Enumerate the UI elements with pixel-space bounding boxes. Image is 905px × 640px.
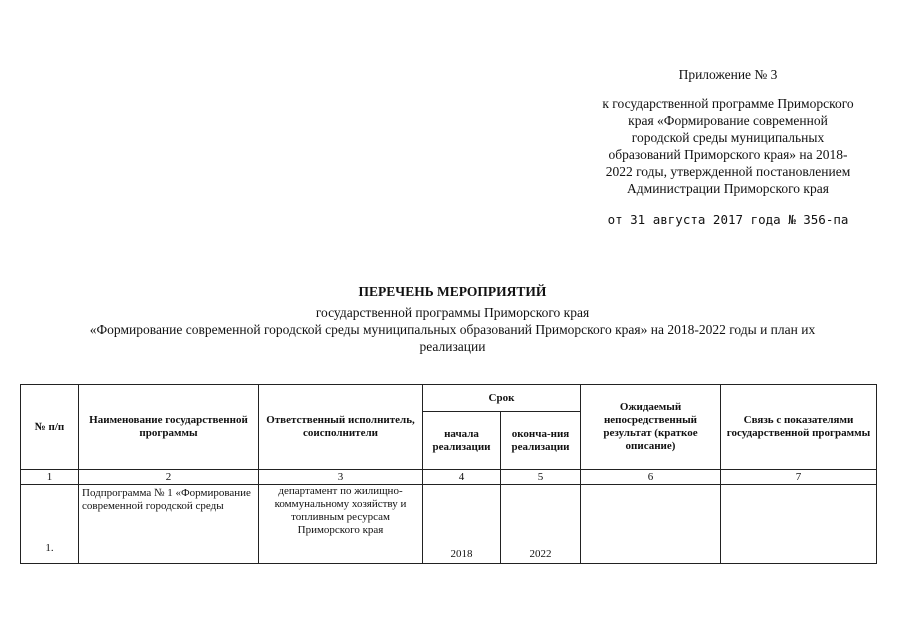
column-number: 3 xyxy=(259,470,423,485)
appendix-label: Приложение № 3 xyxy=(678,67,778,82)
row-start-year: 2018 xyxy=(423,485,501,564)
table-row xyxy=(21,485,877,564)
column-number: 6 xyxy=(581,470,721,485)
appendix-line: края «Формирование современной xyxy=(628,113,828,128)
subtitle-line: государственной программы Приморского края xyxy=(315,305,590,320)
row-end-year: 2022 xyxy=(501,485,581,564)
appendix-line: Администрации Приморского края xyxy=(627,181,829,196)
header-link: Связь с показателями государственной программы xyxy=(721,385,877,470)
appendix-line: образований Приморского края» на 2018- xyxy=(608,147,848,162)
document-subtitle xyxy=(20,304,885,355)
page-bottom-area xyxy=(0,564,905,640)
column-number: 1 xyxy=(21,470,79,485)
order-reference: от 31 августа 2017 года № 356-па xyxy=(607,212,849,227)
header-result: Ожидаемый непосредственный результат (краткое описание) xyxy=(581,385,721,470)
appendix-line: городской среды муниципальных xyxy=(631,130,825,145)
column-number: 5 xyxy=(501,470,581,485)
appendix-line: 2022 годы, утвержденной постановлением xyxy=(605,164,851,179)
header-term: Срок xyxy=(423,385,581,412)
column-number: 7 xyxy=(721,470,877,485)
header-executor: Ответственный исполнитель, соисполнители xyxy=(259,385,423,470)
header-start: начала реализации xyxy=(423,412,501,470)
row-name: Подпрограмма № 1 «Формирование современной городской среды xyxy=(79,485,259,564)
appendix-block xyxy=(560,66,896,197)
row-number: 1. xyxy=(21,485,79,564)
appendix-line: к государственной программе Приморского xyxy=(602,96,854,111)
row-link xyxy=(721,485,877,564)
row-executor: департамент по жилищно-коммунальному хозяйству и топливным ресурсам Приморского края xyxy=(259,485,423,564)
header-name: Наименование государственной программы xyxy=(79,385,259,470)
header-num: № п/п xyxy=(21,385,79,470)
column-number: 2 xyxy=(79,470,259,485)
document-title: ПЕРЕЧЕНЬ МЕРОПРИЯТИЙ xyxy=(358,284,547,299)
header-end: оконча-ния реализации xyxy=(501,412,581,470)
subtitle-line: «Формирование современной городской среды муниципальных образований Приморского края» на 2018-2022 годы и план их xyxy=(89,322,816,337)
row-result xyxy=(581,485,721,564)
measures-table xyxy=(20,384,877,564)
subtitle-line: реализации xyxy=(419,339,486,354)
column-number: 4 xyxy=(423,470,501,485)
